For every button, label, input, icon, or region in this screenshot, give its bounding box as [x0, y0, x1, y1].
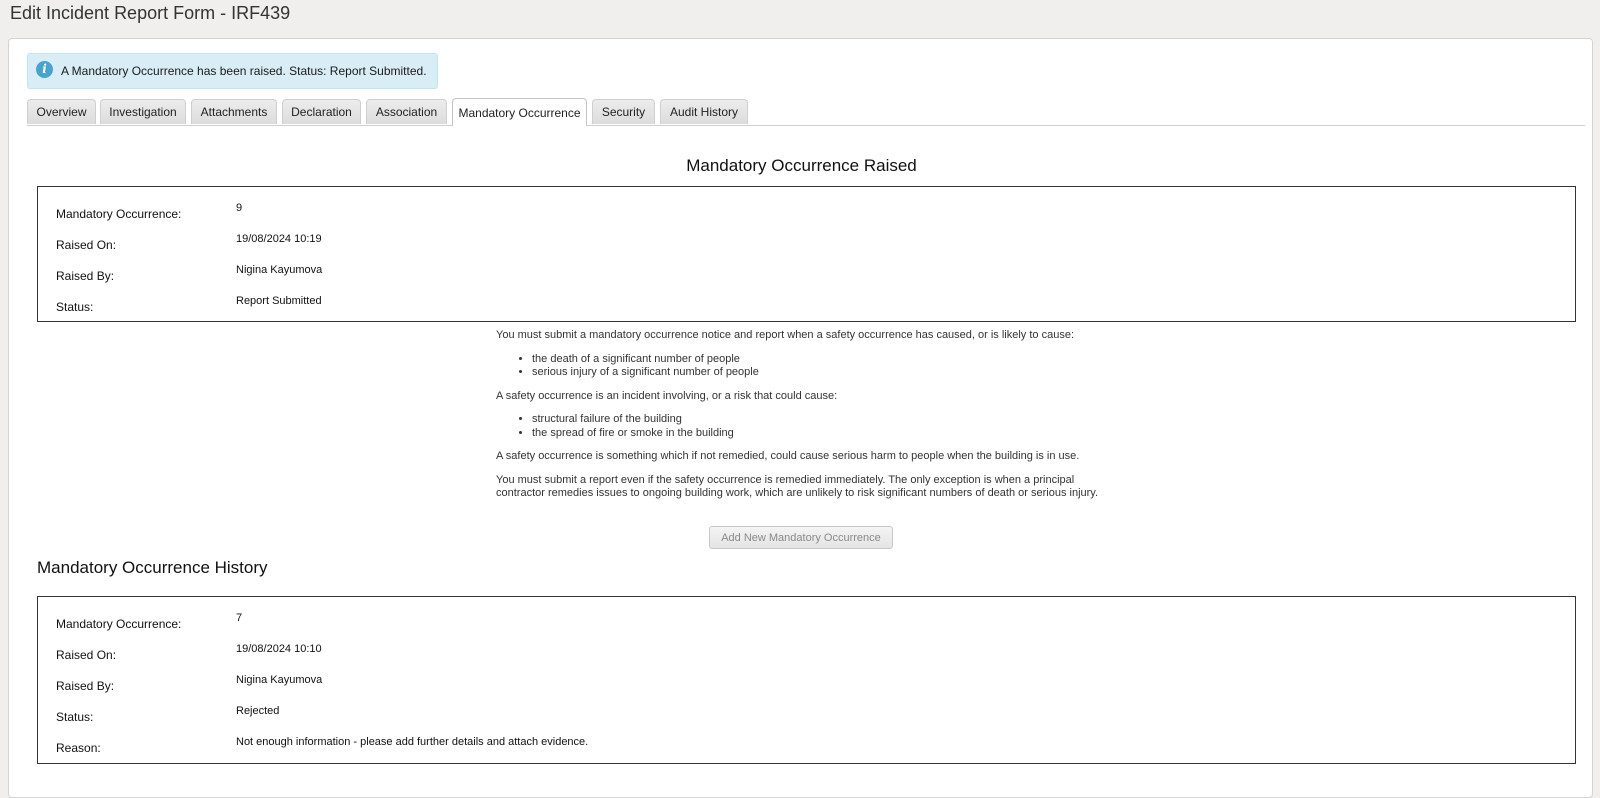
- add-mandatory-occurrence-button[interactable]: Add New Mandatory Occurrence: [709, 526, 893, 549]
- raised-occurrence-label: Mandatory Occurrence:: [56, 207, 182, 221]
- tab-association[interactable]: Association: [366, 99, 447, 124]
- tab-attachments[interactable]: Attachments: [191, 99, 277, 124]
- history-row-raised-by: [56, 674, 1556, 694]
- form-panel: [8, 38, 1593, 798]
- raised-row-status: [56, 295, 1556, 315]
- tab-declaration[interactable]: Declaration: [282, 99, 361, 124]
- raised-heading: Mandatory Occurrence Raised: [686, 156, 917, 175]
- raised-occurrence-value: 9: [236, 202, 243, 214]
- history-row-status: [56, 705, 1556, 725]
- tab-mandatory-occurrence[interactable]: Mandatory Occurrence: [452, 98, 587, 126]
- list-item: • serious injury of a significant number of people: [532, 366, 1116, 380]
- history-row-occurrence: [56, 612, 1556, 632]
- info-icon: i: [36, 61, 53, 78]
- tab-investigation[interactable]: Investigation: [100, 99, 186, 124]
- history-raised-by-value: Nigina Kayumova: [236, 674, 323, 686]
- tab-audit-history[interactable]: Audit History: [660, 99, 748, 124]
- raised-by-label: Raised By:: [56, 269, 115, 283]
- history-heading: Mandatory Occurrence History: [37, 558, 268, 577]
- history-raised-on-label: Raised On:: [56, 648, 117, 662]
- history-reason-label: Reason:: [56, 741, 101, 755]
- history-raised-by-label: Raised By:: [56, 679, 115, 693]
- info-banner-text: A Mandatory Occurrence has been raised. Status: Report Submitted.: [61, 64, 427, 78]
- list-item: • structural failure of the building: [532, 413, 1116, 427]
- guidance-list-risks: [496, 413, 1116, 440]
- guidance-intro: You must submit a mandatory occurrence notice and report when a safety occurrence has caused, or is likely to cause:: [496, 329, 1075, 341]
- guidance-list-consequences: [496, 353, 1116, 380]
- raised-details-box: [37, 186, 1576, 322]
- raised-by-value: Nigina Kayumova: [236, 264, 323, 276]
- history-details-box: [37, 596, 1576, 764]
- history-row-raised-on: [56, 643, 1556, 663]
- list-item: • the death of a significant number of people: [532, 353, 1116, 367]
- history-occurrence-label: Mandatory Occurrence:: [56, 617, 182, 631]
- raised-status-value: Report Submitted: [236, 295, 322, 307]
- guidance-definition: A safety occurrence is an incident involving, or a risk that could cause:: [496, 389, 838, 402]
- history-row-reason: [56, 736, 1556, 756]
- list-item: • the spread of fire or smoke in the building: [532, 427, 1116, 441]
- tab-bar: [27, 99, 1585, 126]
- raised-row-raised-by: [56, 264, 1556, 284]
- raised-row-raised-on: [56, 233, 1556, 253]
- raised-on-value: 19/08/2024 10:19: [236, 233, 322, 245]
- tab-security[interactable]: Security: [592, 99, 655, 124]
- history-status-label: Status:: [56, 710, 94, 724]
- history-status-value: Rejected: [236, 705, 280, 717]
- guidance-harm: A safety occurrence is something which if not remedied, could cause serious harm to people when the building is in use.: [496, 450, 1080, 462]
- page-title: Edit Incident Report Form - IRF439: [10, 3, 291, 23]
- guidance-exception: You must submit a report even if the safety occurrence is remedied immediately. The only exception is when a principal contractor remedies issues to ongoing building work, which are unlikely to risk significant numbers of death or serious injury.: [496, 473, 1099, 499]
- history-occurrence-value: 7: [236, 612, 243, 624]
- history-reason-value: Not enough information - please add further details and attach evidence.: [236, 736, 589, 748]
- raised-row-occurrence: [56, 202, 1556, 222]
- guidance-text: [496, 329, 1116, 501]
- raised-on-label: Raised On:: [56, 238, 117, 252]
- info-banner: [27, 53, 438, 89]
- raised-status-label: Status:: [56, 300, 94, 314]
- history-raised-on-value: 19/08/2024 10:10: [236, 643, 322, 655]
- tab-overview[interactable]: Overview: [27, 99, 96, 124]
